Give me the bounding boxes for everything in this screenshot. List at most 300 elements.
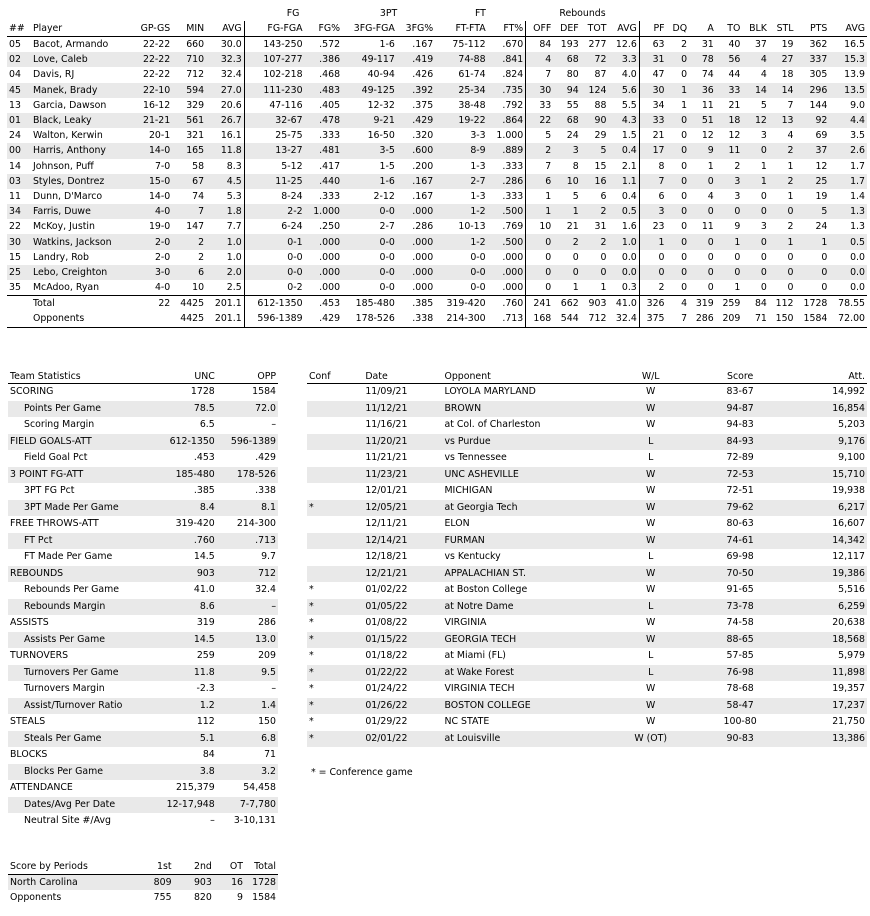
player-stat-cell: 1.7	[850, 160, 865, 172]
player-stat-cell: 13.5	[829, 83, 867, 98]
game-wl-cell: W	[646, 584, 656, 596]
player-stat-cell: 1	[600, 282, 607, 294]
group-header-fg: FG	[286, 8, 300, 19]
player-stat-cell: 0-0	[379, 251, 395, 263]
player-stat-cell: 0	[639, 250, 666, 265]
player-stat-cell: 2.0	[206, 265, 244, 280]
player-stat-cell: .000	[502, 251, 524, 263]
player-stat-cell: 1	[787, 160, 794, 172]
opponents-stat-cell: Opponents	[31, 311, 131, 327]
game-score-cell: 90-83	[691, 731, 790, 748]
player-stat-cell: 2	[769, 174, 796, 189]
team-stat-row	[8, 500, 278, 517]
player-stat-cell: 0.0	[829, 265, 867, 280]
game-conf-cell: *	[307, 599, 363, 616]
game-wl-cell: L	[648, 650, 654, 662]
game-conf-cell: *	[309, 617, 314, 629]
player-stat-cell: 40	[728, 39, 741, 51]
periods-row	[8, 875, 278, 891]
team-stat-opp: 712	[217, 566, 278, 583]
player-stat-cell: 1	[639, 234, 666, 249]
player-stat-cell: 1.1	[608, 174, 639, 189]
roster-column-header: TO	[716, 21, 743, 37]
player-stat-cell: 15-0	[131, 174, 172, 189]
team-stat-label: Rebounds Margin	[8, 599, 155, 616]
player-stat-cell: 1.8	[206, 204, 244, 219]
team-stat-label: BLOCKS	[10, 749, 48, 761]
roster-column-header: AVG	[608, 21, 639, 37]
player-stat-cell: 2	[526, 143, 554, 158]
conference-footnote: * = Conference game	[311, 767, 413, 778]
game-att-cell: 20,638	[832, 617, 865, 629]
team-stat-unc: 14.5	[155, 632, 217, 649]
player-stat-cell: 37	[796, 143, 830, 158]
game-opponent-cell: at Col. of Charleston	[444, 419, 541, 431]
game-score-cell: 91-65	[726, 584, 754, 596]
periods-cell: North Carolina	[8, 875, 133, 891]
periods-column-header: Score by Periods	[8, 859, 133, 875]
game-score-cell: 84-93	[691, 434, 790, 451]
player-stat-cell: 0	[667, 204, 690, 219]
player-stat-cell: .250	[319, 221, 341, 233]
player-stat-cell: 337	[796, 52, 830, 67]
player-stat-cell: 19	[781, 39, 794, 51]
player-stat-cell: 20-1	[148, 130, 171, 142]
player-stat-cell: 4-0	[131, 204, 172, 219]
player-stat-cell: 0	[681, 221, 688, 233]
game-opponent-cell: MICHIGAN	[444, 485, 493, 497]
team-stat-opp: 54,458	[243, 782, 276, 794]
game-opponent-cell: NC STATE	[444, 716, 490, 728]
player-stat-cell: 25-75	[244, 128, 304, 143]
game-conf-cell	[307, 516, 363, 533]
game-conf-cell: *	[307, 698, 363, 715]
player-stat-cell: 7-0	[154, 160, 171, 172]
player-stat-cell: 24	[9, 130, 21, 142]
total-stat-cell: .760	[488, 296, 526, 312]
game-opponent-cell: VIRGINIA	[444, 617, 487, 629]
player-stat-cell: 16.5	[844, 39, 865, 51]
game-wl-cell: W	[611, 401, 691, 418]
player-stat-cell: 3	[760, 221, 767, 233]
team-stat-unc: -2.3	[196, 683, 215, 695]
opponents-stat-cell: 150	[769, 311, 796, 327]
schedule-table	[307, 370, 867, 747]
player-stat-cell: 0.0	[621, 251, 637, 263]
player-stat-cell: 1.7	[829, 174, 867, 189]
player-stat-cell: 10	[192, 282, 205, 294]
team-stat-opp: 72.0	[217, 401, 278, 418]
team-stat-row	[8, 780, 278, 797]
game-opponent-cell: at Notre Dame	[442, 599, 610, 616]
player-stat-cell: 1	[796, 234, 830, 249]
player-stat-cell: 0-0	[342, 234, 397, 249]
team-stat-unc: 12-17,948	[155, 797, 217, 814]
game-att-cell: 9,100	[838, 452, 865, 464]
player-stat-cell: 9	[734, 221, 741, 233]
player-stat-cell: 8	[572, 160, 579, 172]
player-stat-cell: 7	[526, 159, 554, 174]
player-stat-cell: 0	[526, 280, 554, 296]
team-stat-opp: 6.8	[217, 731, 278, 748]
game-date-cell: 11/12/21	[363, 401, 442, 418]
game-date-cell: 01/05/22	[363, 599, 442, 616]
game-score-cell: 58-47	[691, 698, 790, 715]
player-stat-cell: 2	[681, 39, 688, 51]
player-stat-cell: Davis, RJ	[32, 69, 75, 81]
game-row	[307, 417, 867, 434]
player-stat-cell: 03	[7, 174, 31, 189]
player-stat-cell: 61-74	[458, 69, 486, 81]
player-stat-cell: .483	[305, 83, 342, 98]
player-stat-cell: 30	[526, 83, 554, 98]
player-stat-cell: 0	[667, 234, 690, 249]
team-stat-label: Neutral Site #/Avg	[24, 815, 111, 827]
player-stat-cell: 12	[701, 130, 714, 142]
player-stat-cell: 17	[639, 143, 666, 158]
player-stat-cell: 0	[689, 265, 716, 280]
game-date-cell: 01/18/22	[365, 650, 408, 662]
player-stat-cell: 0	[734, 251, 741, 263]
player-stat-cell: 2-7	[435, 174, 487, 189]
opponents-stat-cell: 7	[667, 311, 690, 327]
team-stat-unc: 1.2	[155, 698, 217, 715]
player-stat-cell: 22-10	[131, 83, 172, 98]
periods-cell: 1728	[245, 875, 278, 891]
player-stat-cell: 107-277	[244, 52, 304, 67]
opponents-stat-cell: 178-526	[342, 311, 397, 327]
game-att-cell: 14,992	[832, 386, 865, 398]
player-stat-cell: 0.0	[850, 251, 865, 263]
player-stat-cell: 5	[581, 143, 609, 158]
player-stat-cell: 3	[553, 143, 580, 158]
player-stat-cell: 29	[594, 130, 607, 142]
player-stat-cell: 0.4	[621, 190, 637, 202]
player-stat-cell: 10	[526, 219, 554, 234]
player-stat-cell: 1-6	[379, 39, 395, 51]
player-stat-cell: .386	[305, 52, 342, 67]
player-stat-cell: 147	[186, 221, 205, 233]
total-stat-cell: 22	[131, 296, 172, 312]
team-stat-unc: –	[210, 815, 215, 827]
player-stat-cell: .000	[305, 234, 342, 249]
team-stat-row	[8, 401, 278, 418]
player-stat-cell: 0-0	[342, 265, 397, 280]
team-stat-label: ATTENDANCE	[10, 782, 73, 794]
team-stat-label: 3PT FG Pct	[24, 485, 75, 497]
player-stat-cell: 0	[600, 251, 607, 263]
player-row	[7, 250, 867, 265]
player-stat-cell: 0.5	[608, 204, 639, 219]
player-stat-cell: 56	[716, 52, 743, 67]
player-stat-cell: 2	[639, 280, 666, 296]
game-row	[307, 384, 867, 401]
player-row	[7, 128, 867, 143]
roster-column-header: BLK	[742, 21, 769, 37]
game-opponent-cell: at Louisville	[442, 731, 610, 748]
player-stat-cell: 69	[815, 130, 828, 142]
player-stat-cell: 1	[716, 234, 743, 249]
player-stat-cell: 13	[9, 99, 21, 111]
player-stat-cell: 0	[821, 251, 828, 263]
player-stat-cell: 321	[186, 130, 205, 142]
game-opponent-cell: vs Tennessee	[444, 452, 507, 464]
player-stat-cell: 63	[639, 37, 666, 53]
player-stat-cell: 58	[192, 160, 205, 172]
player-stat-cell: .333	[319, 190, 341, 202]
team-stat-unc: 259	[196, 650, 215, 662]
player-stat-cell: 67	[172, 174, 206, 189]
opponents-stat-cell: 712	[581, 311, 609, 327]
player-stat-cell: Dunn, D'Marco	[32, 190, 103, 202]
player-stat-cell: 92	[796, 113, 830, 128]
game-conf-cell	[307, 450, 363, 467]
player-stat-cell: 0	[716, 204, 743, 219]
player-stat-cell: 88	[594, 99, 607, 111]
player-stat-cell: 18	[716, 113, 743, 128]
periods-cell: 16	[214, 875, 245, 891]
opponents-stat-cell: 544	[553, 311, 580, 327]
opponents-stat-cell: 596-1389	[244, 311, 304, 327]
game-opponent-cell: vs Purdue	[442, 434, 610, 451]
game-score-cell: 79-62	[691, 500, 790, 517]
player-stat-cell: 68	[553, 113, 580, 128]
player-stat-cell: 2.6	[829, 143, 867, 158]
game-wl-cell: W	[646, 518, 656, 530]
team-stat-unc: 215,379	[175, 782, 215, 794]
team-stat-opp: .429	[255, 452, 276, 464]
player-stat-cell: 0	[760, 282, 767, 294]
game-score-cell: 57-85	[726, 650, 754, 662]
player-stat-cell: 712	[186, 69, 205, 81]
player-stat-cell: 2-2	[244, 204, 304, 219]
player-stat-cell: 2.1	[621, 160, 637, 172]
player-stat-cell: 0	[821, 282, 828, 294]
team-stats-header-row	[8, 370, 278, 384]
player-stat-cell: Lebo, Creighton	[31, 265, 131, 280]
opponents-stat-cell: 286	[689, 311, 716, 327]
team-stat-unc: 14.5	[193, 551, 215, 563]
player-stat-cell: 1.0	[206, 234, 244, 249]
game-wl-cell: W	[611, 500, 691, 517]
team-stat-opp: 32.4	[255, 584, 276, 596]
player-stat-cell: 74	[192, 190, 205, 202]
player-stat-cell: 362	[809, 39, 828, 51]
team-stat-label: ASSISTS	[10, 617, 49, 629]
total-stat-cell: 259	[716, 296, 743, 312]
game-date-cell: 12/21/21	[363, 566, 442, 583]
game-opponent-cell: BROWN	[442, 401, 610, 418]
player-stat-cell: 22	[526, 113, 554, 128]
player-stat-cell: .000	[488, 265, 526, 280]
player-stat-cell: 0-0	[244, 265, 304, 280]
group-header-ft: FT	[474, 8, 486, 19]
game-score-cell: 72-53	[691, 467, 790, 484]
player-row	[7, 67, 867, 82]
player-stat-cell: 1	[526, 189, 554, 204]
player-stat-cell: 11	[9, 190, 21, 202]
player-stat-cell: 0	[689, 174, 716, 189]
player-stat-cell: 4	[742, 52, 769, 67]
player-stat-cell: 0	[742, 204, 769, 219]
player-stat-cell: 1-5	[379, 160, 395, 172]
periods-header-row	[8, 859, 278, 875]
team-stat-opp: 214-300	[236, 518, 276, 530]
game-row	[307, 549, 867, 566]
player-stat-cell: 1.000	[496, 130, 524, 142]
game-opponent-cell: at Boston College	[444, 584, 528, 596]
player-stat-cell: 12	[728, 130, 741, 142]
game-att-cell: 15,710	[789, 467, 867, 484]
player-stat-cell: .000	[397, 265, 435, 280]
team-stat-opp: .338	[255, 485, 276, 497]
player-stat-cell: 32.3	[206, 52, 244, 67]
game-conf-cell: *	[309, 584, 314, 596]
player-stat-cell: 1.3	[850, 221, 865, 233]
game-wl-cell: W	[611, 533, 691, 550]
game-wl-cell: W	[611, 698, 691, 715]
total-stat-cell: 4425	[172, 296, 206, 312]
player-stat-cell: .286	[488, 174, 526, 189]
player-stat-cell: 13-27	[244, 143, 304, 158]
game-date-cell: 11/20/21	[363, 434, 442, 451]
player-stat-cell: Landry, Rob	[32, 251, 89, 263]
player-stat-cell: 0	[681, 160, 688, 172]
game-date-cell: 12/18/21	[365, 551, 408, 563]
player-stat-cell: 32-67	[244, 113, 304, 128]
player-stat-cell: 0	[667, 174, 690, 189]
game-opponent-cell: APPALACHIAN ST.	[442, 566, 610, 583]
player-stat-cell: 51	[689, 113, 716, 128]
player-stat-cell: Walton, Kerwin	[32, 130, 103, 142]
player-stat-cell: 37	[754, 39, 767, 51]
player-stat-cell: 90	[581, 113, 609, 128]
player-stat-cell: 21	[728, 99, 741, 111]
total-stat-cell: 78.55	[829, 296, 867, 312]
player-stat-cell: .478	[305, 113, 342, 128]
game-conf-cell	[307, 384, 363, 401]
player-stat-cell: 32.4	[220, 69, 242, 81]
game-wl-cell: W	[611, 566, 691, 583]
game-date-cell: 11/21/21	[365, 452, 408, 464]
player-stat-cell: 25-34	[435, 83, 487, 98]
player-stat-cell: .670	[502, 39, 524, 51]
team-stat-row	[8, 450, 278, 467]
game-opponent-cell: ELON	[444, 518, 470, 530]
game-score-cell: 72-89	[726, 452, 754, 464]
total-stat-cell: 319-420	[435, 296, 487, 312]
player-stat-cell: 11	[701, 221, 714, 233]
player-stat-cell: 4.3	[608, 113, 639, 128]
team-stat-row	[8, 797, 278, 814]
player-stat-cell: 21-21	[131, 113, 172, 128]
roster-column-header: 3FG-FGA	[342, 21, 397, 37]
player-stat-cell: 49-117	[342, 52, 397, 67]
player-stat-cell: 0	[760, 190, 767, 202]
game-wl-cell: L	[611, 665, 691, 682]
team-stat-opp: 1.4	[217, 698, 278, 715]
game-date-cell: 12/14/21	[363, 533, 442, 550]
player-stat-cell: 19-22	[435, 113, 487, 128]
team-stat-opp: 1584	[252, 386, 276, 398]
game-date-cell: 12/05/21	[363, 500, 442, 517]
player-row	[7, 189, 867, 204]
team-stat-opp: 286	[258, 617, 276, 629]
team-stat-unc: 612-1350	[155, 434, 217, 451]
game-wl-cell: W	[646, 419, 656, 431]
game-opponent-cell: FURMAN	[442, 533, 610, 550]
team-stat-label: REBOUNDS	[8, 566, 155, 583]
player-stat-cell: 0	[553, 265, 580, 280]
player-stat-cell: 72	[581, 52, 609, 67]
game-opponent-cell: at Wake Forest	[442, 665, 610, 682]
player-stat-cell: 25	[7, 265, 31, 280]
team-stat-opp: 178-526	[217, 467, 278, 484]
player-stat-cell: 1-3	[470, 190, 486, 202]
player-stat-cell: 12.6	[615, 39, 637, 51]
player-stat-cell: 26.7	[206, 113, 244, 128]
game-conf-cell: *	[307, 632, 363, 649]
game-conf-cell	[307, 549, 363, 566]
team-stat-label: Scoring Margin	[24, 419, 95, 431]
player-stat-cell: 2-7	[379, 221, 395, 233]
roster-column-header: PTS	[796, 21, 830, 37]
game-score-cell: 94-87	[691, 401, 790, 418]
total-stat-cell: 241	[526, 296, 554, 312]
player-stat-cell: 16-12	[143, 99, 171, 111]
player-stat-cell: 10	[553, 174, 580, 189]
player-stat-cell: 0	[787, 251, 794, 263]
roster-column-header-row	[7, 21, 867, 37]
roster-column-header: DQ	[667, 21, 690, 37]
player-row	[7, 234, 867, 249]
team-stat-label: FT Pct	[8, 533, 155, 550]
game-score-cell: 100-80	[723, 716, 757, 728]
player-stat-cell: 44	[728, 69, 741, 81]
team-stat-row	[8, 813, 278, 830]
team-stat-label: Turnovers Margin	[24, 683, 105, 695]
game-row	[307, 500, 867, 517]
team-stat-label: Assist/Turnover Ratio	[8, 698, 155, 715]
player-stat-cell: 74-88	[435, 52, 487, 67]
game-att-cell: 16,607	[832, 518, 865, 530]
game-date-cell: 01/22/22	[363, 665, 442, 682]
player-stat-cell: 1	[553, 204, 580, 219]
team-stat-opp: 9.5	[217, 665, 278, 682]
player-stat-cell: 31	[701, 39, 714, 51]
player-stat-cell: 0.0	[608, 265, 639, 280]
opponents-stat-cell: 71	[742, 311, 769, 327]
game-att-cell: 9,176	[789, 434, 867, 451]
player-stat-cell: 1-6	[342, 174, 397, 189]
player-stat-cell: 45	[7, 83, 31, 98]
game-date-cell: 11/09/21	[365, 386, 408, 398]
opponents-stat-cell: 201.1	[206, 311, 244, 327]
player-stat-cell: 14-0	[131, 143, 172, 158]
game-wl-cell: W	[646, 617, 656, 629]
game-att-cell: 14,342	[789, 533, 867, 550]
game-row	[307, 648, 867, 665]
team-stat-opp: –	[217, 599, 278, 616]
player-stat-cell: Styles, Dontrez	[31, 174, 131, 189]
opponents-stat-cell: 209	[716, 311, 743, 327]
player-stat-cell: 80	[566, 69, 579, 81]
team-stat-label: Assists Per Game	[8, 632, 155, 649]
periods-cell: 1584	[252, 892, 276, 903]
player-stat-cell: 1	[572, 282, 579, 294]
game-row	[307, 714, 867, 731]
player-stat-cell: 710	[172, 52, 206, 67]
